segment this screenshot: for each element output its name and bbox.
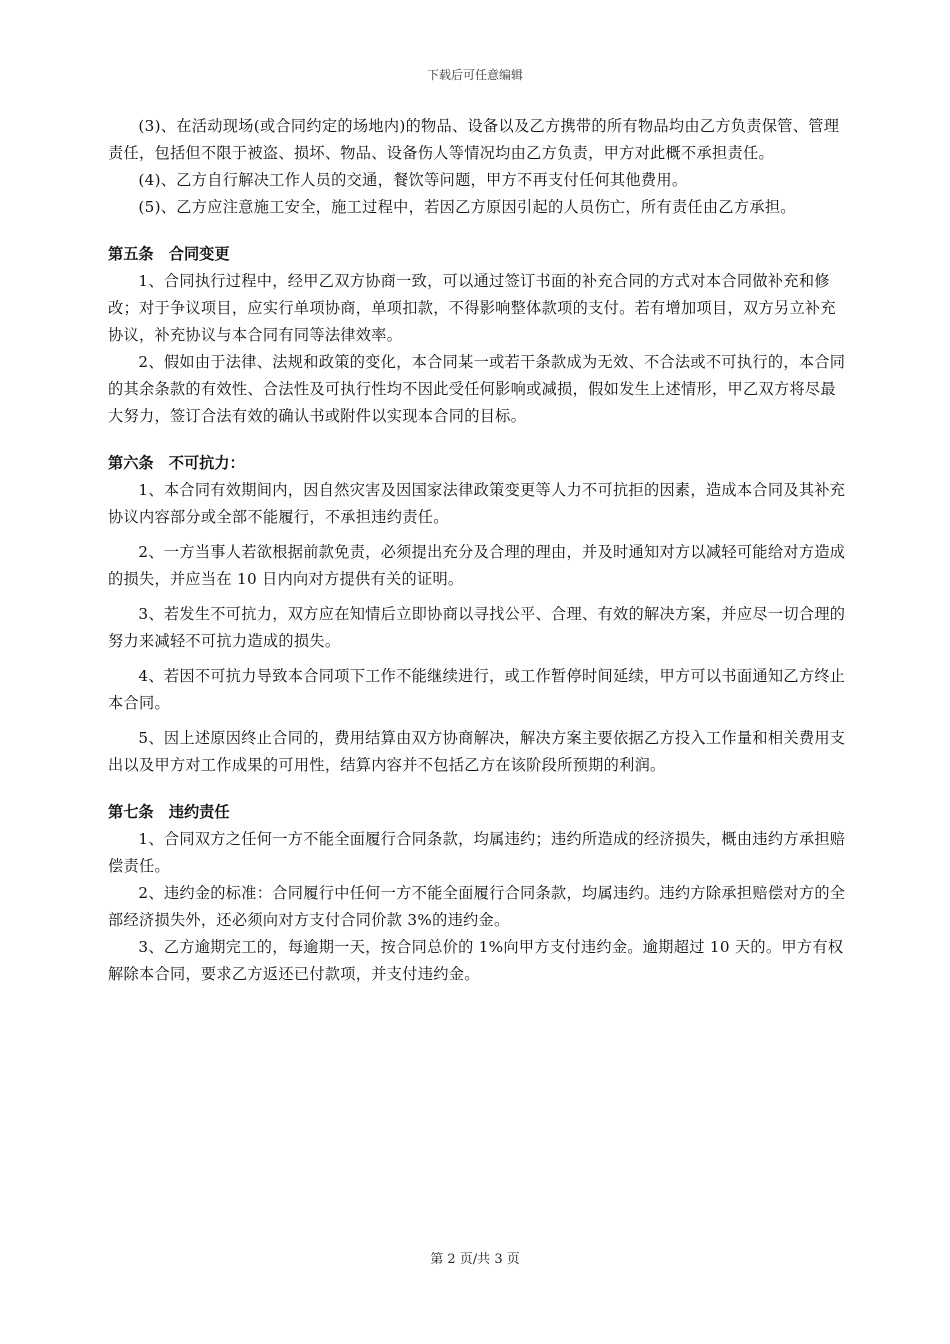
paragraph: 3、乙方逾期完工的，每逾期一天，按合同总价的 1%向甲方支付违约金。逾期超过 10 天的。甲方有权解除本合同，要求乙方返还已付款项，并支付违约金。 <box>108 938 844 983</box>
section-article-5 <box>108 241 850 430</box>
paragraph: 1、合同执行过程中，经甲乙双方协商一致，可以通过签订书面的补充合同的方式对本合同做补充和修改；对于争议项目，应实行单项协商，单项扣款，不得影响整体款项的支付。若有增加项目，双方另立补充协议，补充协议与本合同有同等法律效率。 <box>108 272 836 344</box>
section-article-6 <box>108 450 850 779</box>
paragraph: 5、因上述原因终止合同的，费用结算由双方协商解决，解决方案主要依据乙方投入工作量和相关费用支出以及甲方对工作成果的可用性，结算内容并不包括乙方在该阶段所预期的利润。 <box>108 729 846 774</box>
paragraph: 2、违约金的标准：合同履行中任何一方不能全面履行合同条款，均属违约。违约方除承担赔偿对方的全部经济损失外，还必须向对方支付合同价款 3%的违约金。 <box>108 884 846 929</box>
section-title: 第五条 合同变更 <box>108 245 230 263</box>
document-body <box>108 113 850 988</box>
page-header: 下载后可任意编辑 <box>426 68 523 82</box>
section-clauses <box>108 113 850 221</box>
paragraph: 2、一方当事人若欲根据前款免责，必须提出充分及合理的理由，并及时通知对方以减轻可能给对方造成的损失，并应当在 10 日内向对方提供有关的证明。 <box>108 543 846 588</box>
paragraph: 2、假如由于法律、法规和政策的变化，本合同某一或若干条款成为无效、不合法或不可执行的，本合同的其余条款的有效性、合法性及可执行性均不因此受任何影响或减损，假如发生上述情形，甲乙双方将尽最大努力，签订合法有效的确认书或附件以实现本合同的目标。 <box>108 353 846 425</box>
section-title: 第六条 不可抗力： <box>108 454 245 472</box>
section-title: 第七条 违约责任 <box>108 803 230 821</box>
page-footer: 第 2 页/共 3 页 <box>430 1252 520 1267</box>
paragraph: 3、若发生不可抗力，双方应在知情后立即协商以寻找公平、合理、有效的解决方案，并应尽一切合理的努力来减轻不可抗力造成的损失。 <box>108 605 846 650</box>
clause-4: (4)、乙方自行解决工作人员的交通，餐饮等问题，甲方不再支付任何其他费用。 <box>138 171 688 189</box>
paragraph: 1、合同双方之任何一方不能全面履行合同条款，均属违约；违约所造成的经济损失，概由违约方承担赔偿责任。 <box>108 830 846 875</box>
paragraph: 4、若因不可抗力导致本合同项下工作不能继续进行，或工作暂停时间延续，甲方可以书面通知乙方终止本合同。 <box>108 667 846 712</box>
paragraph: 1、本合同有效期间内，因自然灾害及因国家法律政策变更等人力不可抗拒的因素，造成本合同及其补充协议内容部分或全部不能履行，不承担违约责任。 <box>108 481 846 526</box>
clause-3: (3)、在活动现场(或合同约定的场地内)的物品、设备以及乙方携带的所有物品均由乙方负责保管、管理责任，包括但不限于被盗、损坏、物品、设备伤人等情况均由乙方负责，甲方对此概不承担责任。 <box>108 117 840 162</box>
clause-5: (5)、乙方应注意施工安全，施工过程中，若因乙方原因引起的人员伤亡，所有责任由乙方承担。 <box>138 198 796 216</box>
section-article-7 <box>108 799 850 988</box>
